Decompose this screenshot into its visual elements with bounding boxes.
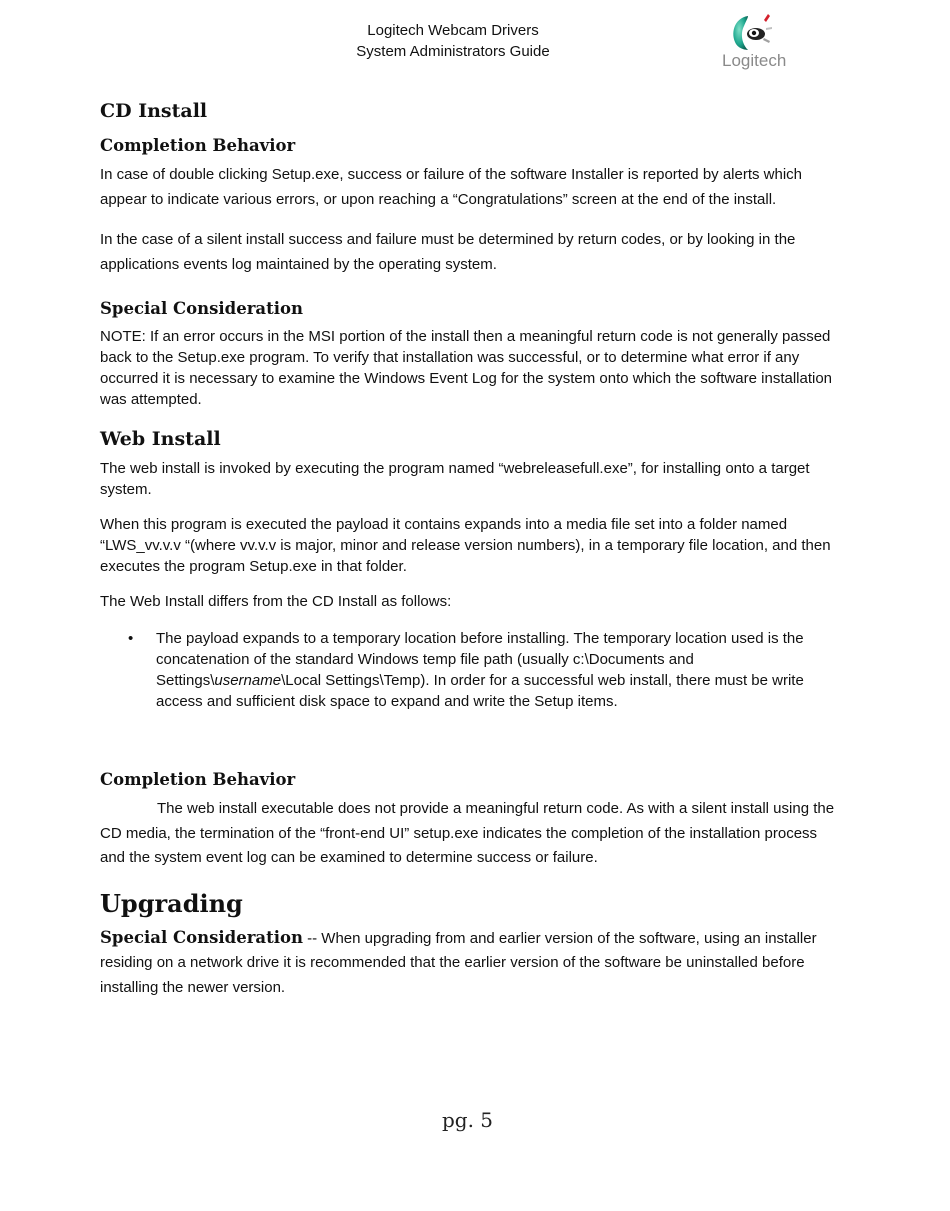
header-title: Logitech Webcam Drivers	[367, 22, 539, 39]
paragraph: In the case of a silent install success and failure must be determined by return codes, or by looking in the applications events log maintained by the operating system.	[100, 231, 796, 273]
logitech-logo	[718, 10, 798, 72]
document-body	[100, 100, 842, 1016]
heading-cd-install: CD Install	[100, 100, 208, 122]
paragraph	[100, 926, 842, 1001]
heading-completion-behavior: Completion Behavior	[100, 770, 296, 789]
inline-heading: Special Consideration	[100, 927, 303, 947]
paragraph: The Web Install differs from the CD Install as follows:	[100, 593, 452, 610]
header-subtitle: System Administrators Guide	[356, 43, 550, 60]
bullet-marker: •	[128, 630, 134, 647]
heading-web-install: Web Install	[100, 428, 221, 450]
bullet-text: \Local Settings\Temp). In order for a successful web install, there must be write access and sufficient disk space to expand and write the Setup items.	[156, 672, 804, 710]
bullet-list	[100, 628, 842, 712]
paragraph: The web install executable does not provide a meaningful return code. As with a silent install using the CD media, the termination of the “front-end UI” setup.exe indicates the completion of the installation process and the system event log can be examined to determine success or failure.	[100, 800, 835, 866]
paragraph: NOTE: If an error occurs in the MSI portion of the install then a meaningful return code is not generally passed back to the Setup.exe program. To verify that installation was successful, or to determine what error if any occurred it is necessary to examine the Windows Event Log for the system onto which the software installation was attempted.	[100, 328, 833, 408]
paragraph: When this program is executed the payload it contains expands into a media file set into a folder named “LWS_vv.v.v “(where vv.v.v is major, minor and release version numbers), in a temporary file location, and then executes the program Setup.exe in that folder.	[100, 516, 831, 575]
page-number: pg. 5	[441, 1108, 494, 1132]
paragraph: The web install is invoked by executing the program named “webreleasefull.exe”, for installing onto a target system.	[100, 460, 810, 498]
paragraph-text: -- When upgrading from and earlier version of the software, using an installer residing on a network drive it is recommended that the earlier version of the software be uninstalled before installing the newer version.	[100, 929, 817, 996]
heading-upgrading: Upgrading	[100, 888, 243, 918]
logo-wordmark: Logitech	[722, 51, 787, 70]
logitech-logo-icon	[718, 10, 798, 72]
bullet-text: The payload expands to a temporary location before installing. The temporary location used is the concatenation of the standard Windows temp file path (usually c:\Documents and Settings\	[156, 630, 804, 689]
heading-special-consideration: Special Consideration	[100, 299, 303, 318]
heading-completion-behavior: Completion Behavior	[100, 136, 296, 155]
paragraph: In case of double clicking Setup.exe, success or failure of the software Installer is reported by alerts which appear to indicate various errors, or upon reaching a “Congratulations” screen at the end of the install.	[100, 166, 803, 208]
list-item	[128, 628, 842, 712]
bullet-italic: username	[214, 672, 282, 689]
